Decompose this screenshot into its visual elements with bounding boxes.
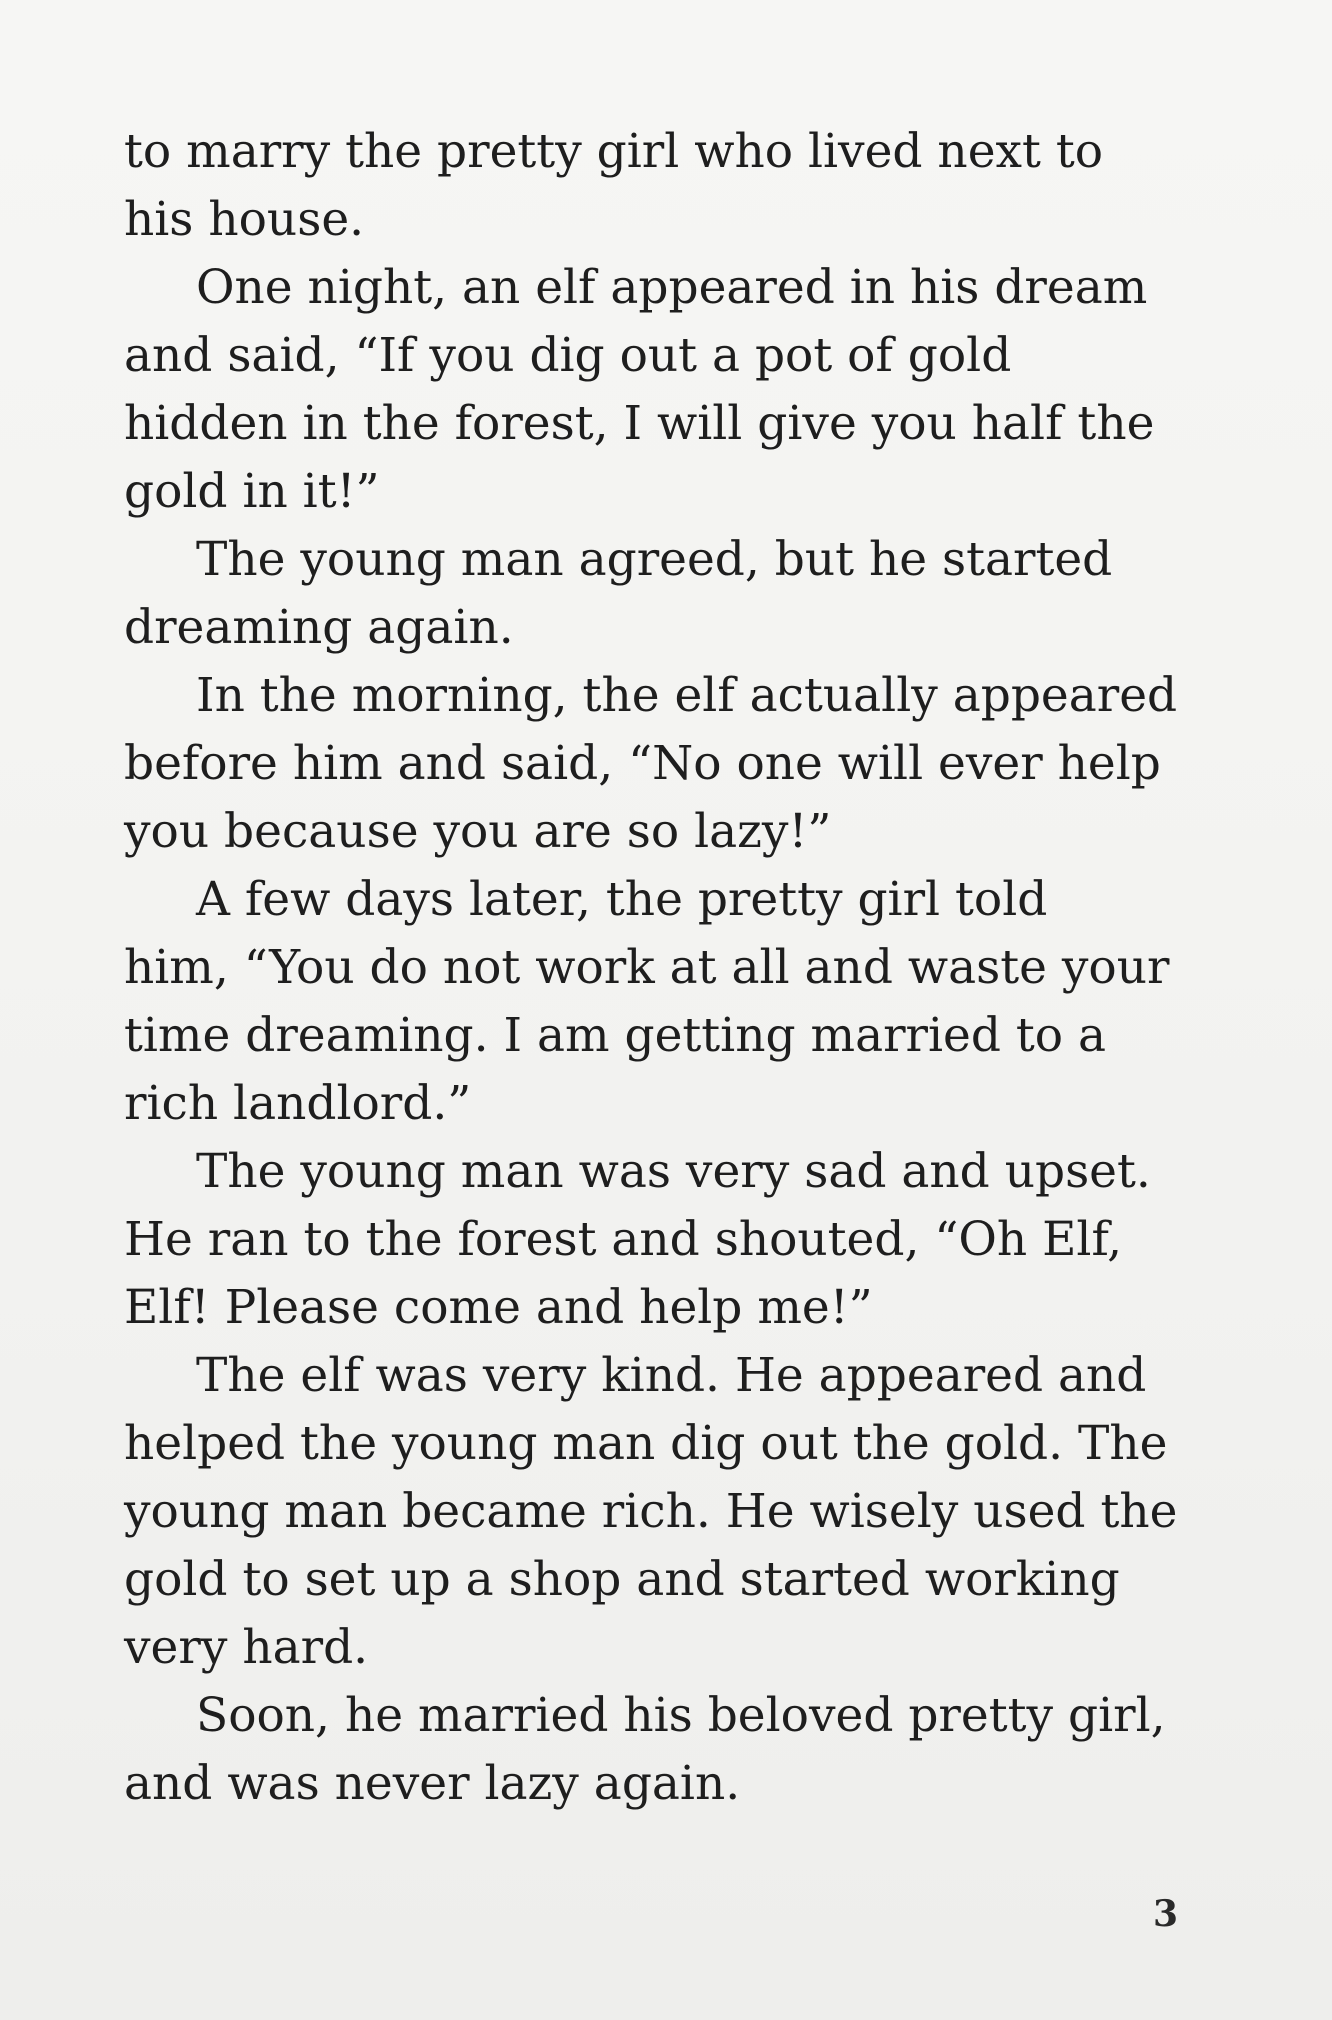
text-line: helped the young man dig out the gold. The bbox=[124, 1416, 1168, 1471]
paragraph-start-line: In the morning, the elf actually appeared bbox=[196, 668, 1178, 723]
text-line: He ran to the forest and shouted, “Oh Elf, bbox=[124, 1212, 1123, 1267]
text-line: dreaming again. bbox=[124, 600, 514, 655]
text-line: time dreaming. I am getting married to a bbox=[124, 1008, 1107, 1063]
text-line: and said, “If you dig out a pot of gold bbox=[124, 328, 1012, 383]
paragraph-start-line: The elf was very kind. He appeared and bbox=[196, 1348, 1147, 1403]
text-line: young man became rich. He wisely used the bbox=[124, 1484, 1178, 1539]
text-line: gold to set up a shop and started working bbox=[124, 1552, 1120, 1607]
paragraph-start-line: Soon, he married his beloved pretty girl, bbox=[196, 1688, 1166, 1743]
text-line: hidden in the forest, I will give you half the bbox=[124, 396, 1155, 451]
text-line: rich landlord.” bbox=[124, 1076, 472, 1131]
text-line: his house. bbox=[124, 192, 365, 247]
text-line: before him and said, “No one will ever help bbox=[124, 736, 1161, 791]
story-text bbox=[124, 118, 1178, 1818]
text-line: to marry the pretty girl who lived next to bbox=[124, 124, 1104, 179]
text-line: gold in it!” bbox=[124, 464, 380, 519]
paragraph-start-line: The young man agreed, but he started bbox=[196, 532, 1113, 587]
text-line: Elf! Please come and help me!” bbox=[124, 1280, 873, 1335]
page-number: 3 bbox=[1153, 1893, 1179, 1935]
text-line: and was never lazy again. bbox=[124, 1756, 741, 1811]
paragraph-start-line: One night, an elf appeared in his dream bbox=[196, 260, 1148, 315]
text-line: you because you are so lazy!” bbox=[124, 804, 832, 859]
text-line: very hard. bbox=[124, 1620, 369, 1675]
paragraph-start-line: A few days later, the pretty girl told bbox=[196, 872, 1048, 927]
paragraph-start-line: The young man was very sad and upset. bbox=[196, 1144, 1151, 1199]
text-line: him, “You do not work at all and waste your bbox=[124, 940, 1170, 995]
